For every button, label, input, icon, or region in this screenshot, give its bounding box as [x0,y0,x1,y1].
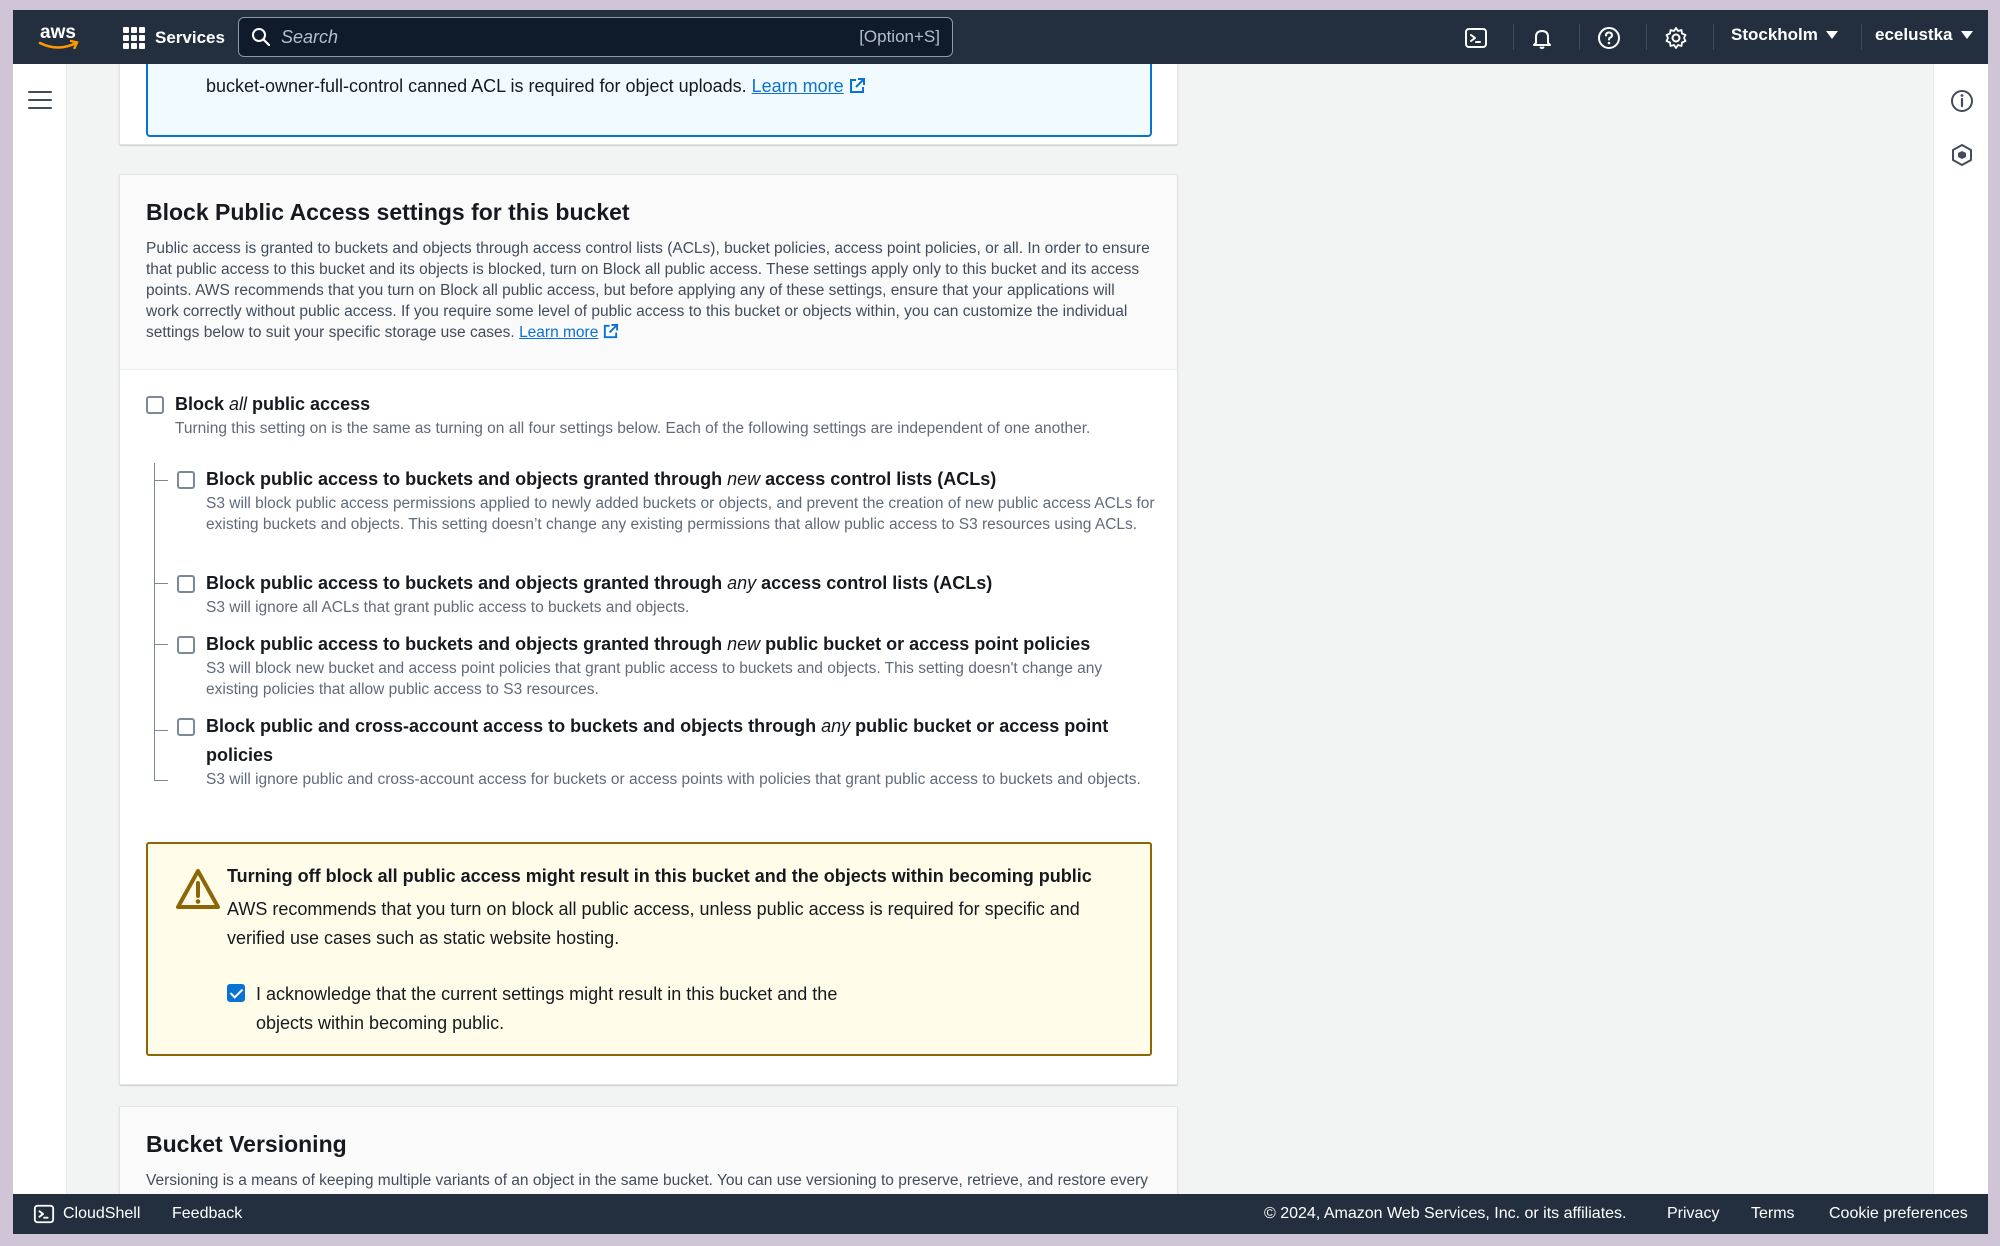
footer-bar [13,1194,1988,1234]
block-any-policies-checkbox[interactable] [177,718,195,736]
option-label: Block public access to buckets and objects granted through any access control lists (ACLs) [206,573,993,593]
cloudshell-icon[interactable] [1462,24,1490,52]
copyright-text: © 2024, Amazon Web Services, Inc. or its affiliates. [1264,1205,1627,1222]
panel-title: Block Public Access settings for this bucket [146,199,630,225]
warning-text: AWS recommends that you turn on block all public access, unless public access is required for specific and verified use cases such as static website hosting. [227,899,1080,948]
option-label: Block public and cross-account access to buckets and objects through any public bucket or access point policies [206,716,1109,765]
gear-icon[interactable] [1662,24,1690,52]
search-input[interactable] [281,27,859,48]
panel-title: Bucket Versioning [146,1131,347,1157]
info-notice-text: bucket-owner-full-control canned ACL is required for object uploads. [206,76,747,96]
learn-more-link[interactable]: Learn more [519,324,619,341]
privacy-link[interactable]: Privacy [1667,1205,1720,1222]
object-ownership-panel [119,64,1178,145]
search-icon [251,27,271,47]
acknowledge-label: I acknowledge that the current settings might result in this bucket and the objects within becoming public. [256,984,838,1033]
block-new-policies-option [177,633,1152,703]
option-description: S3 will block public access permissions applied to newly added buckets or objects, and prevent the creation of new public access ACLs for existing buckets and objects. This setting doesn’t change any existing permissions that allow public access to S3 resources using ACLs. [206,495,1155,533]
top-navigation [13,10,1988,64]
left-side-rail [13,64,67,1204]
block-all-checkbox[interactable] [146,396,164,414]
block-new-acls-option [177,468,1155,558]
menu-icon[interactable] [28,91,52,111]
terms-link[interactable]: Terms [1751,1205,1795,1222]
search-shortcut-hint: [Option+S] [859,27,940,46]
cloudshell-label: CloudShell [63,1205,141,1222]
option-description: S3 will block new bucket and access point policies that grant public access to buckets and objects. This setting doesn't change any existing policies that allow public access to S3 resources. [206,660,1103,698]
warning-title: Turning off block all public access might result in this bucket and the objects within becoming public [227,866,1092,886]
main-content [67,64,1933,1204]
aws-logo[interactable] [35,21,81,53]
panel-description: Public access is granted to buckets and objects through access control lists (ACLs), bucket policies, access point policies, or all. In order to ensure that public access to this bucket and its objects is blocked, turn on Block all public access. These settings apply only to this bucket and its access points. AWS recommends that you turn on Block all public access, but before applying any of these settings, ensure that your applications will work correctly without public access. If you require some level of public access to this bucket or objects within, you can customize the individual settings below to suit your specific storage use cases. Learn more [146,240,1150,341]
caret-down-icon [1826,31,1838,39]
services-label: Services [155,28,225,47]
panel-description: Versioning is a means of keeping multiple variants of an object in the same bucket. You can use versioning to preserve, retrieve, and restore every [146,1172,1149,1189]
block-new-policies-checkbox[interactable] [177,636,195,654]
external-link-icon [848,77,866,95]
info-notice [146,64,1152,137]
public-access-warning [146,842,1152,1056]
block-all-label: Block all public access [175,394,371,414]
learn-more-link[interactable]: Learn more [752,76,866,96]
option-description: S3 will ignore public and cross-account access for buckets or access points with policies that grant public access to buckets and objects. [206,771,1141,788]
cloudshell-icon [33,1203,55,1225]
block-any-policies-option [177,715,1152,805]
caret-down-icon [1961,31,1973,39]
panel-header [120,175,1177,370]
acknowledge-checkbox[interactable] [227,984,245,1002]
option-label: Block public access to buckets and objects granted through new public bucket or access point policies [206,634,1091,654]
block-all-public-access-option [146,393,1152,453]
region-selector[interactable] [1731,25,1838,45]
browser-window [13,10,1988,1234]
account-menu[interactable] [1875,25,1973,45]
bell-icon[interactable] [1528,24,1556,52]
option-label: Block public access to buckets and objects granted through new access control lists (ACLs) [206,469,997,489]
external-link-icon [602,323,619,340]
feedback-link[interactable]: Feedback [172,1205,243,1222]
panel-header [120,1107,1177,1204]
search-bar[interactable] [238,17,953,57]
block-any-acls-checkbox[interactable] [177,575,195,593]
block-new-acls-checkbox[interactable] [177,471,195,489]
block-any-acls-option [177,572,1152,622]
services-menu-button[interactable] [123,26,225,50]
cookie-preferences-link[interactable]: Cookie preferences [1829,1205,1968,1222]
help-icon[interactable] [1595,24,1623,52]
account-name: ecelustka [1875,25,1953,44]
block-public-access-panel [119,174,1178,1085]
option-description: S3 will ignore all ACLs that grant public access to buckets and objects. [206,599,690,616]
right-side-rail [1933,64,1988,1204]
info-icon[interactable] [1949,88,1975,114]
aws-logo-text: aws [40,22,76,43]
grid-icon [123,27,145,49]
cloudshell-button[interactable] [33,1203,140,1225]
block-all-description: Turning this setting on is the same as turning on all four settings below. Each of the following settings are independent of one another. [175,420,1091,437]
region-label: Stockholm [1731,25,1818,44]
warning-icon [175,868,221,910]
tree-line [154,463,155,780]
bucket-versioning-panel [119,1106,1178,1204]
ai-assistant-icon[interactable] [1949,142,1975,168]
